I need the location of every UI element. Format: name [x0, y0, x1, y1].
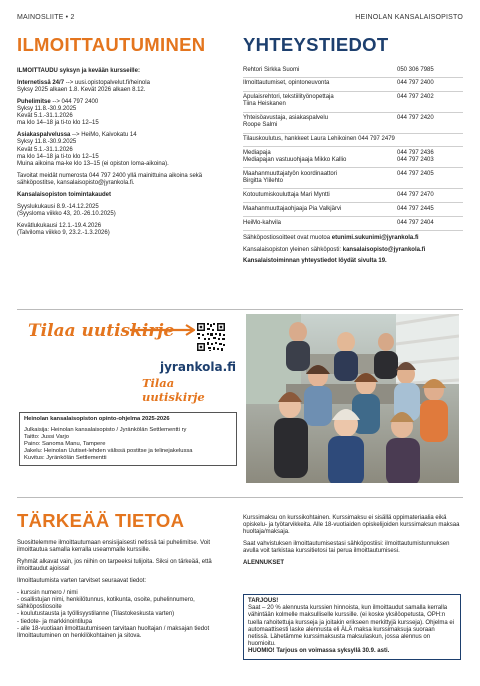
- desk-block: Asiakaspalvelussa --> HeiMo, Kaivokatu 14 Syksy 11.8.-30.9.2025 Kevät 5.1.-31.1.2026 ma klo 14–18 ja ti-to klo 12–15 Muina aikoina ma-ke klo 13–15 (ei opiston loma-aikoina).: [17, 132, 169, 168]
- autumn-season: Syyslukukausi 8.9.-14.12.2025 (Syysloma viikko 43, 20.-26.10.2025): [17, 203, 116, 217]
- publisher-line: Julkaisija: Heinolan kansalaisopisto / Jyränkölän Settlementti ry: [24, 427, 187, 433]
- distribution-line: Jakelu: Heinolan Uutiset-lehden välissä postitse ja telinejakelussa: [24, 448, 193, 454]
- programme-info-box: [19, 412, 237, 466]
- contact-phone[interactable]: 044 797 2420: [397, 115, 434, 122]
- registration-section: [17, 34, 229, 242]
- email-format-link[interactable]: etunimi.sukunimi@jyrankola.fi: [331, 234, 419, 241]
- offer-text: Saat – 20 % alennusta kurssien hinnoista, kun ilmoittaudut samalla kerralla vähintään kolmelle maksulliselle kurssille. (ei koske yksilöopetusta, OPH:n tuella rahoitettuja kursseja ja joitakin erikseen merkittyjä kursseja). Ohjelma ei automaattisesti laske alennusta eli ÄLÄ maksa kurssimaksuja suoraan netissä. Lähetämme kurssimaksusta maksulaskun, jossa alennus on huomioitu.: [248, 605, 455, 648]
- contact-phone[interactable]: 044 797 2405: [397, 170, 434, 177]
- divider-bottom: [17, 497, 463, 498]
- seasons-title: Kansalaisopiston toimintakaudet: [17, 191, 112, 198]
- internet-block: Internetissä 24/7 --> uusi.opistopalvelut.fi/heinola Syksy 2025 alkaen 1.8. Kevät 2026 alkaen 8.12.: [17, 79, 150, 93]
- fees-section: [243, 515, 461, 572]
- contacts-section: [243, 34, 463, 270]
- general-email-link[interactable]: kansalaisopisto@jyrankola.fi: [342, 246, 426, 253]
- divider-top: [17, 309, 463, 310]
- contact-phone[interactable]: 044 797 2400: [397, 80, 434, 87]
- page-header: [17, 14, 463, 21]
- header-left: MAINOSLIITE • 2: [17, 14, 75, 21]
- contact-name: Ilmoittautumiset, opintoneuvonta: [243, 80, 330, 87]
- offer-title: TARJOUS!: [248, 598, 279, 604]
- phone-block: Puhelimitse --> 044 797 2400 Syksy 11.8.-30.9.2025 Kevät 5.1.-31.1.2026 ma klo 14–18 ja ti-to klo 12–15: [17, 98, 99, 127]
- registration-intro: ILMOITTAUDU syksyn ja kevään kursseille:: [17, 68, 140, 74]
- contact-name: Yhteisöavustaja, asiakaspalvelu Roope Salmi: [243, 115, 329, 129]
- spring-season: Kevätlukukausi 12.1.-19.4.2026 (Talviloma viikko 9, 23.2.-1.3.2026): [17, 222, 110, 236]
- contact-row: [243, 203, 463, 217]
- contact-phone[interactable]: 044 797 2445: [397, 205, 434, 212]
- contact-phone[interactable]: 050 306 7985: [397, 66, 434, 73]
- offer-valid: HUOMIO! Tarjous on voimassa syksyllä 30.9. asti.: [248, 648, 390, 655]
- offer-box: [243, 594, 461, 660]
- general-email: Kansalaisopiston yleinen sähköposti: kansalaisopisto@jyrankola.fi: [243, 246, 426, 253]
- newsletter-sub: Tilaa uutiskirje: [142, 376, 205, 404]
- qr-code-icon[interactable]: [196, 322, 226, 352]
- info-paragraph-2: Ryhmät alkavat vain, jos niihin on tarpeeksi tulijoita. Siksi on tärkeää, että ilmoittaudut ajoissa!: [17, 559, 212, 573]
- contact-row: [243, 64, 463, 78]
- contact-phone[interactable]: 044 797 2404: [397, 219, 434, 226]
- contact-row: [243, 217, 463, 231]
- contact-name: Maahanmuuttajatyön koordinaattori Birgitta Ylilehto: [243, 170, 338, 185]
- contacts-title: YHTEYSTIEDOT: [243, 34, 389, 55]
- header-right: HEINOLAN KANSALAISOPISTO: [355, 14, 463, 21]
- contact-name: Maahanmuuttajaohjaaja Pia Valkjärvi: [243, 205, 342, 212]
- programme-box-title: Heinolan kansalaisopiston opinto-ohjelma 2025-2026: [24, 416, 170, 422]
- civic-contacts-note: Kansalaistoiminnan yhteystiedot löydät sivulta 19.: [243, 258, 387, 265]
- contact-row: [243, 78, 463, 92]
- print-line: Paino: Sanoma Manu, Tampere: [24, 441, 106, 447]
- fees-paragraph: Kurssimaksu on kurssikohtainen. Kurssimaksu ei sisällä oppimateriaalia eikä opiskelu- ja työtarvikkeita. Alle 18-vuotiaiden opiskelijoiden kurssimaksun maksaa huoltaja/maksaja.: [243, 515, 460, 536]
- contact-row: [243, 134, 463, 148]
- important-info-title: TÄRKEÄÄ TIETOA: [17, 510, 185, 531]
- contact-name: Apulaisrehtori, tekstiilityönopettaja Tiina Heiskanen: [243, 94, 334, 108]
- discounts-title: ALENNUKSET: [243, 560, 285, 567]
- contact-name: HeiMo-kahvila: [243, 219, 282, 226]
- newsletter-headline: Tilaa uutiskirje: [28, 321, 175, 341]
- info-paragraph-1: Suosittelemme ilmoittautumaan ensisijaisesti netissä tai puhelimitse. Voit ilmoittautua samalla kerralla useammalle kurssille.: [17, 540, 211, 554]
- staff-group-photo: [246, 314, 459, 483]
- info-paragraph-4: Ilmoittautuminen on henkilökohtainen ja sitova.: [17, 633, 142, 640]
- contact-name: Tilauskoulutus, hankkeet Laura Lehikoinen 044 797 2479: [243, 136, 395, 143]
- contact-row: [243, 113, 463, 134]
- contact-name: Mediapaja Mediapajan vastuuohjaaja Mikko Kallio: [243, 149, 347, 164]
- confirmation-paragraph: Saat vahvistuksen ilmoittautumisestasi sähköpostiisi: ilmoittautumistunnuksen avulla voit tarkistaa kurssitietosi tai perua ilmoittautumisesi.: [243, 541, 450, 555]
- voicemail-note: Tavoitat meidät numerosta 044 797 2400 yllä mainittuina aikoina sekä sähköpostitse, kansalaisopisto@jyrankola.fi.: [17, 172, 203, 187]
- contact-list: [243, 64, 463, 231]
- contact-phone[interactable]: 044 797 2402: [397, 94, 434, 101]
- contact-name: Kotoutumiskouluttaja Mari Myntti: [243, 191, 330, 198]
- website-link[interactable]: jyrankola.fi: [160, 360, 237, 374]
- contact-row: [243, 168, 463, 189]
- contact-phone[interactable]: 044 797 2470: [397, 191, 434, 198]
- registration-title: ILMOITTAUTUMINEN: [17, 34, 206, 55]
- layout-line: Taitto: Jussi Varjo: [24, 434, 69, 440]
- contact-phone[interactable]: 044 797 2436 044 797 2403: [397, 149, 434, 164]
- contact-name: Rehtori Sirkka Suomi: [243, 66, 300, 73]
- illustration-line: Kuvitus: Jyränkölän Settlementti: [24, 455, 107, 461]
- important-info-section: [17, 510, 229, 645]
- contact-phone[interactable]: [397, 136, 463, 143]
- contact-row: [243, 147, 463, 168]
- email-format: Sähköpostiosoitteet ovat muotoa etunimi.sukunimi@jyrankola.fi: [243, 234, 419, 241]
- contact-row: [243, 92, 463, 113]
- contact-row: [243, 189, 463, 203]
- required-info-list: - kurssin numero / nimi - osallistujan nimi, henkilötunnus, kotikunta, osoite, puhelinnumero, sähköpostiosoite - koulutustausta ja työllisyystilanne (Tilastokeskusta varten) - tiedote- ja markkinointilupa - alle 18-vuotiaan ilmoittautumiseen tarvitaan huoltajan / maksajan tiedot: [17, 589, 210, 632]
- info-paragraph-3: Ilmoittautumista varten tarvitset seuraavat tiedot:: [17, 578, 147, 584]
- arrow-right-icon: [128, 323, 198, 337]
